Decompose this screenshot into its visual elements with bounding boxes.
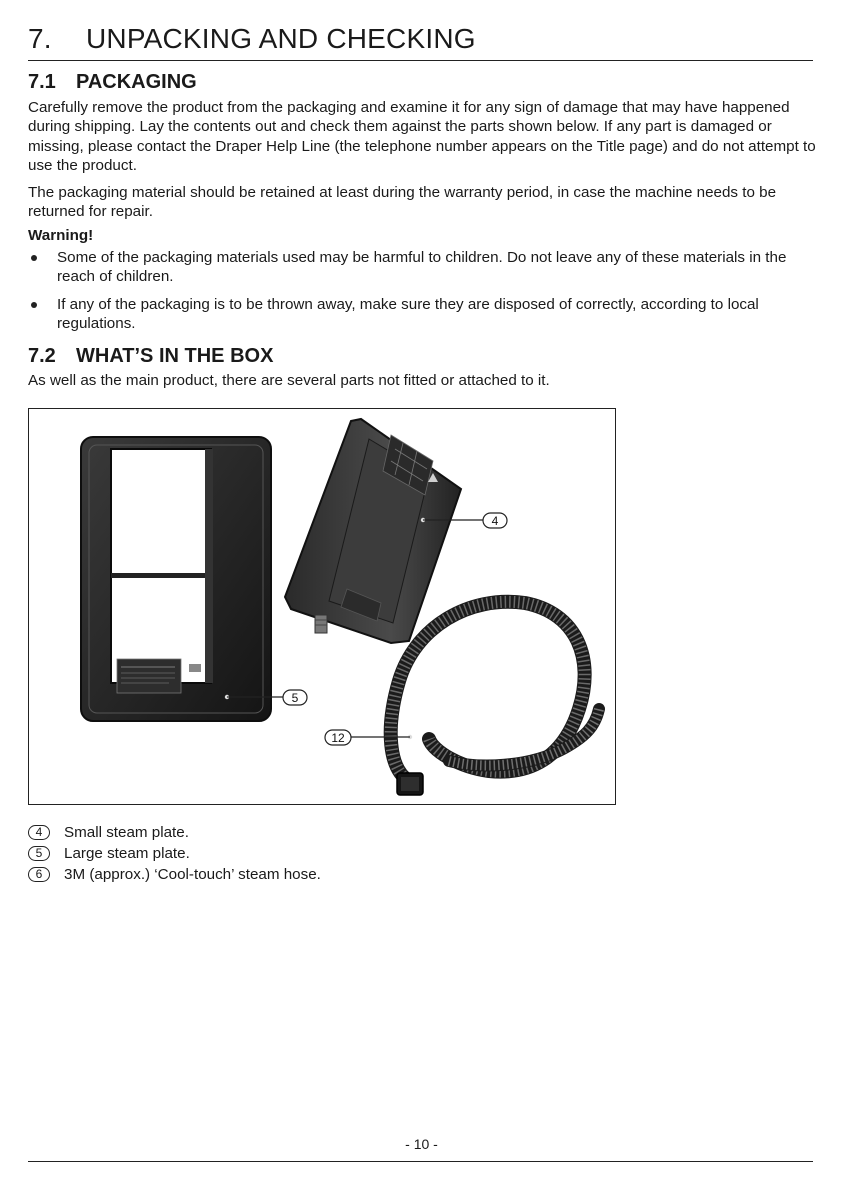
callout-5 <box>283 690 307 705</box>
chapter-number: 7. <box>28 23 52 54</box>
legend-number-badge: 4 <box>28 825 50 840</box>
footer-rule <box>28 1161 813 1162</box>
section-title: PACKAGING <box>76 71 197 93</box>
callout-12-label: 12 <box>331 731 345 745</box>
small-steam-plate-image <box>285 419 461 643</box>
callout-12 <box>325 730 351 745</box>
large-steam-plate-image <box>81 437 271 721</box>
legend-item <box>28 864 321 885</box>
packaging-paragraph-1: Carefully remove the product from the packaging and examine it for any sign of damage that may have happened during shipping. Lay the contents out and check them against the parts shown below. If any part is damaged or missing, please contact the Draper Help Line (the telephone number appears on the Title page) and do not attempt to use the product. <box>28 99 816 175</box>
section-title: WHAT’S IN THE BOX <box>76 345 274 367</box>
callout-4-label: 4 <box>491 514 499 528</box>
page-number: - 10 - <box>405 1136 438 1152</box>
parts-illustration <box>29 409 616 805</box>
bullet-icon <box>31 255 37 261</box>
legend-number-badge: 6 <box>28 867 50 882</box>
section-heading-whats-in-the-box <box>28 344 273 368</box>
bullet-icon <box>31 302 37 308</box>
steam-hose-image <box>391 602 599 795</box>
warning-text: Some of the packaging materials used may be harmful to children. Do not leave any of these materials in the reach of children. <box>57 249 787 286</box>
legend-text: Large steam plate. <box>64 845 190 862</box>
parts-legend <box>28 822 321 885</box>
legend-item <box>28 822 321 843</box>
warning-list <box>28 248 818 334</box>
section-number: 7.2 <box>28 345 56 367</box>
page-title <box>28 20 813 61</box>
legend-number-badge: 5 <box>28 846 50 861</box>
box-intro: As well as the main product, there are several parts not fitted or attached to it. <box>28 372 550 389</box>
warning-label: Warning! <box>28 227 94 244</box>
parts-figure <box>28 408 616 805</box>
legend-item <box>28 843 321 864</box>
legend-text: Small steam plate. <box>64 824 189 841</box>
packaging-paragraph-2: The packaging material should be retained at least during the warranty period, in case the machine needs to be returned for repair. <box>28 184 777 221</box>
section-heading-packaging <box>28 70 197 94</box>
warning-item <box>28 248 818 287</box>
chapter-title: UNPACKING AND CHECKING <box>86 23 476 54</box>
legend-text: 3M (approx.) ‘Cool-touch’ steam hose. <box>64 866 321 883</box>
callout-5-label: 5 <box>291 691 299 705</box>
section-number: 7.1 <box>28 71 56 93</box>
callout-4 <box>483 513 507 528</box>
warning-text: If any of the packaging is to be thrown away, make sure they are disposed of correctly, according to local regulations. <box>57 295 759 333</box>
warning-item <box>28 295 818 334</box>
